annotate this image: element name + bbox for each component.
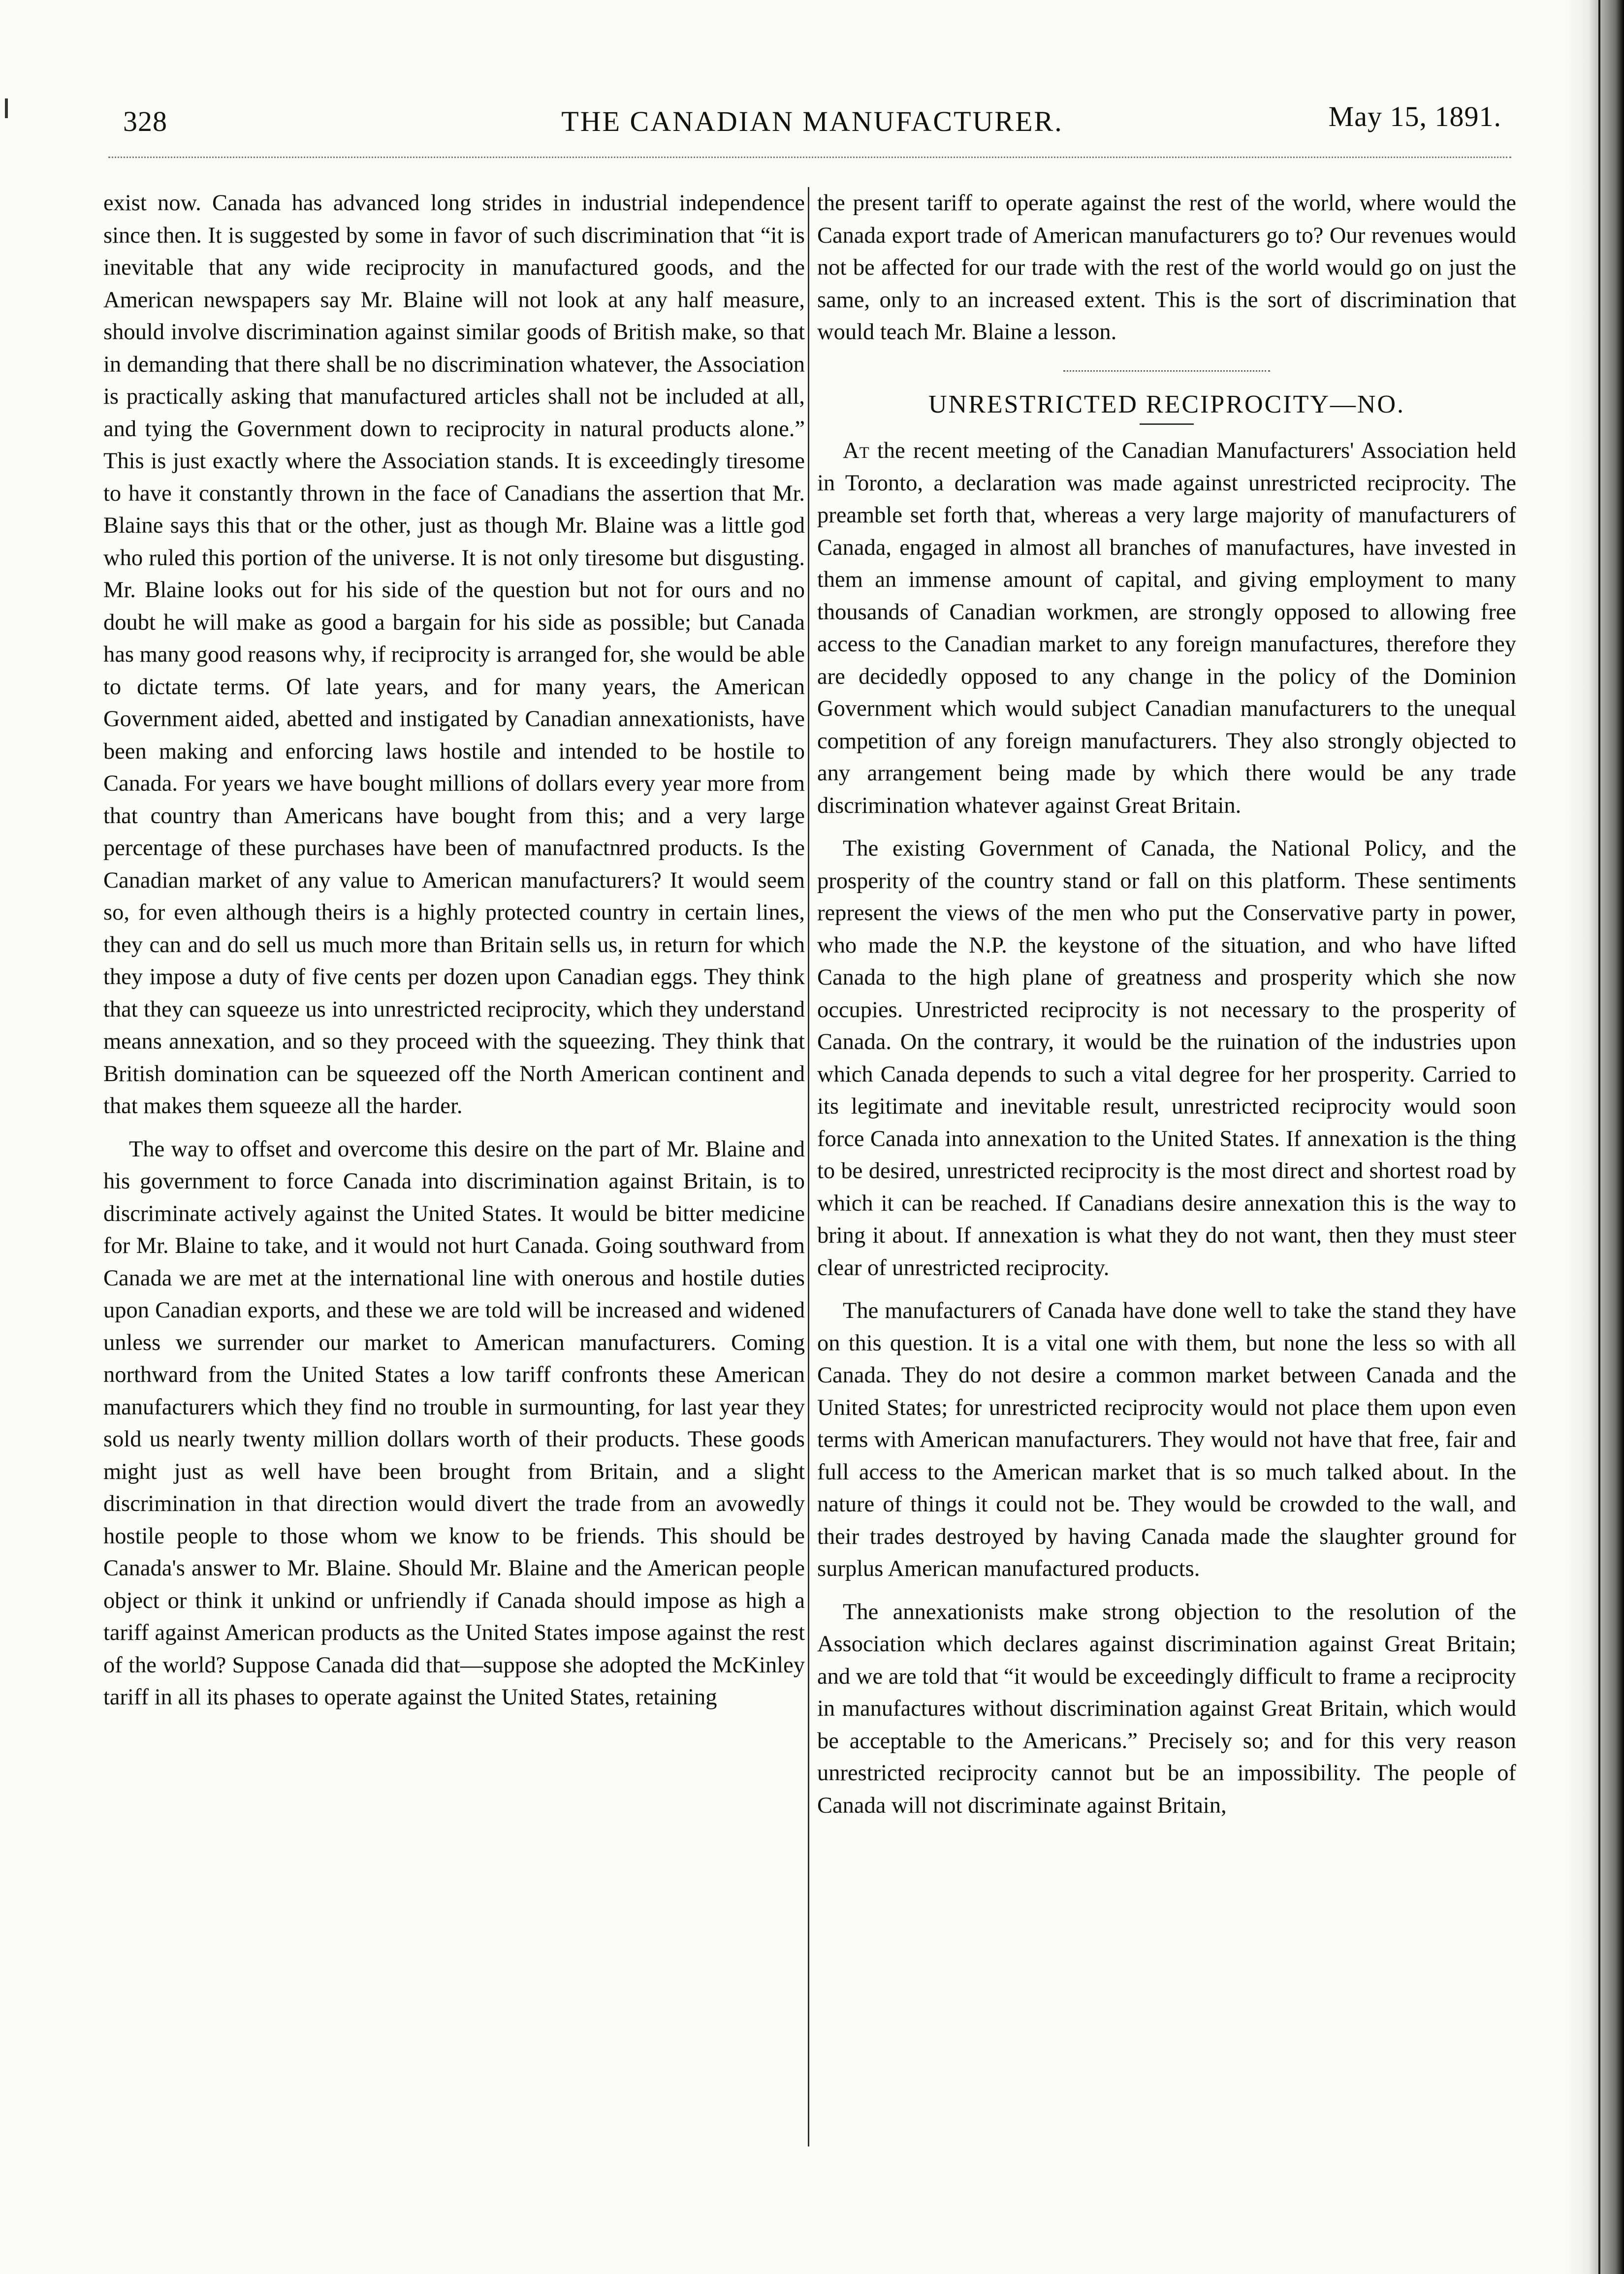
left-paragraph-2: The way to offset and overcome this desire on the part of Mr. Blaine and his government to force Canada into discrimination against Britain, is to discriminate actively against the United States. It would be bitter medicine for Mr. Blaine to take, and it would not hurt Canada. Going southward from Canada we are met at the international line with onerous and hostile duties upon Canadian exports, and these we are told will be increased and widened unless we surrender our market to American manufacturers. Coming northward from the United States a low tariff confronts these American manufacturers which they find no trouble in surmounting, for last year they sold us nearly twenty million dollars worth of their products. These goods might just as well have been brought from Britain, and a slight discrimination in that direction would divert the trade from an avowedly hostile people to those whom we know to be friends. This should be Canada's answer to Mr. Blaine. Should Mr. Blaine and the American people object or think it unkind or unfriendly if Canada should impose as high a tariff against American products as the United States impose against the rest of the world? Suppose Canada did that—suppose she adopted the McKinley tariff in all its phases to operate against the United States, retaining bbox=[103, 1136, 805, 1710]
right-paragraph-1 bbox=[817, 435, 1516, 822]
right-paragraph-2: The existing Government of Canada, the National Policy, and the prosperity of the country stand or fall on this platform. These sentiments represent the views of the men who put the Conservative party in power, who made the N.P. the keystone of the situation, and who have lifted Canada to the high plane of greatness and prosperity which she now occupies. Unrestricted reciprocity is not necessary to the prosperity of Canada. On the contrary, it would be the ruination of the industries upon which Canada depends to such a vital degree for her prosperity. Carried to its legitimate and inevitable result, unrestricted reciprocity would soon force Canada into annexation to the United States. If annexation is the thing to be desired, unrestricted reciprocity is the most direct and shortest road by which it can be reached. If Canadians desire annexation this is the way to bring it about. If annexation is what they do not want, then they must steer clear of unrestricted reciprocity. bbox=[817, 836, 1516, 1281]
page-edge-line bbox=[1598, 0, 1600, 2274]
lead-in-word: At bbox=[843, 438, 869, 463]
issue-date: May 15, 1891. bbox=[1328, 100, 1501, 132]
right-column bbox=[817, 187, 1516, 1832]
right-continuation-paragraph: the present tariff to operate against the rest of the world, where would the Canada export trade of American manufacturers go to? Our revenues would not be affected for our trade with the rest of the world would go on just the same, only to an increased extent. This is the sort of discrimination that would teach Mr. Blaine a lesson. bbox=[817, 191, 1516, 345]
left-paragraph-1: exist now. Canada has advanced long strides in industrial independence since then. It is suggested by some in favor of such discrimination that “it is inevitable that any wide reciprocity in manufactured goods, and the American newspapers say Mr. Blaine will not look at any half measure, should involve discrimination against similar goods of British make, so that in demanding that there shall be no discrimination whatever, the Association is practically asking that manufactured articles shall not be included at all, and tying the Government down to reciprocity in natural products alone.” This is just exactly where the Association stands. It is exceedingly tiresome to have it constantly thrown in the face of Canadians the assertion that Mr. Blaine says this that or the other, just as though Mr. Blaine was a little god who ruled this portion of the universe. It is not only tiresome but disgusting. Mr. Blaine looks out for his side of the question but not for ours and no doubt he will make as good a bargain for his side as possible; but Canada has many good reasons why, if reciprocity is arranged for, she would be able to dictate terms. Of late years, and for many years, the American Government aided, abetted and instigated by Canadian annexationists, have been making and enforcing laws hostile and intended to be hostile to Canada. For years we have bought millions of dollars every year more from that country than Americans have bought from this; and a very large percentage of these purchases have been of manufactnred products. Is the Canadian market of any value to American manufacturers? It would seem so, for even although theirs is a highly protected country in certain lines, they can and do sell us much more than Britain sells us, in return for which they impose a duty of five cents per dozen upon Canadian eggs. They think that they can squeeze us into unrestricted reciprocity, which they understand means annexation, and so they proceed with the squeezing. They think that British domination can be squeezed off the North American continent and that makes them squeeze all the harder. bbox=[103, 191, 805, 1119]
page-header bbox=[123, 96, 1501, 150]
right-paragraph-4: The annexationists make strong objection to the resolution of the Association which declares against discrimination against Great Britain; and we are told that “it would be exceedingly difficult to frame a reciprocity in manufactures without discrimination against Great Britain, which would be acceptable to the Americans.” Precisely so; and for this very reason unrestricted reciprocity cannot but be an impossibility. The people of Canada will not discriminate against Britain, bbox=[817, 1599, 1516, 1818]
header-rule bbox=[108, 157, 1511, 158]
left-column bbox=[103, 187, 805, 1725]
scan-speck bbox=[5, 98, 8, 118]
right-paragraph-1-text: the recent meeting of the Canadian Manufacturers' Association held in Toronto, a declaration was made against unrestricted reciprocity. The preamble set forth that, whereas a very large majority of manufacturers of Canada, engaged in almost all branches of manufactures, have invested in them an immense amount of capital, and giving employment to many thousands of Canadian workmen, are strongly opposed to allowing free access to the Canadian market to any foreign manufactures, therefore they are decidedly opposed to any change in the policy of the Dominion Government which would subject Canadian manufacturers to the unequal competition of any foreign manufacturers. They also strongly objected to any arrangement being made by which there would be any trade discrimination whatever against Great Britain. bbox=[817, 438, 1516, 818]
page-edge-shadow bbox=[1565, 0, 1624, 2274]
journal-title: THE CANADIAN MANUFACTURER. bbox=[561, 105, 1063, 137]
section-divider bbox=[1063, 370, 1270, 372]
page-number: 328 bbox=[123, 105, 167, 137]
heading-rule bbox=[1140, 423, 1194, 425]
column-divider bbox=[808, 187, 809, 2146]
right-paragraph-3: The manufacturers of Canada have done well to take the stand they have on this question. It is a vital one with them, but none the less so with all Canada. They do not desire a common market between Canada and the United States; for unrestricted reciprocity would not place them upon even terms with American manufacturers. They would not have that free, fair and full access to the American market that is so much talked about. In the nature of things it could not be. They would be crowded to the wall, and their trades destroyed by having Canada made the slaughter ground for surplus American manufactured products. bbox=[817, 1298, 1516, 1581]
article-heading: UNRESTRICTED RECIPROCITY—NO. bbox=[928, 390, 1405, 418]
